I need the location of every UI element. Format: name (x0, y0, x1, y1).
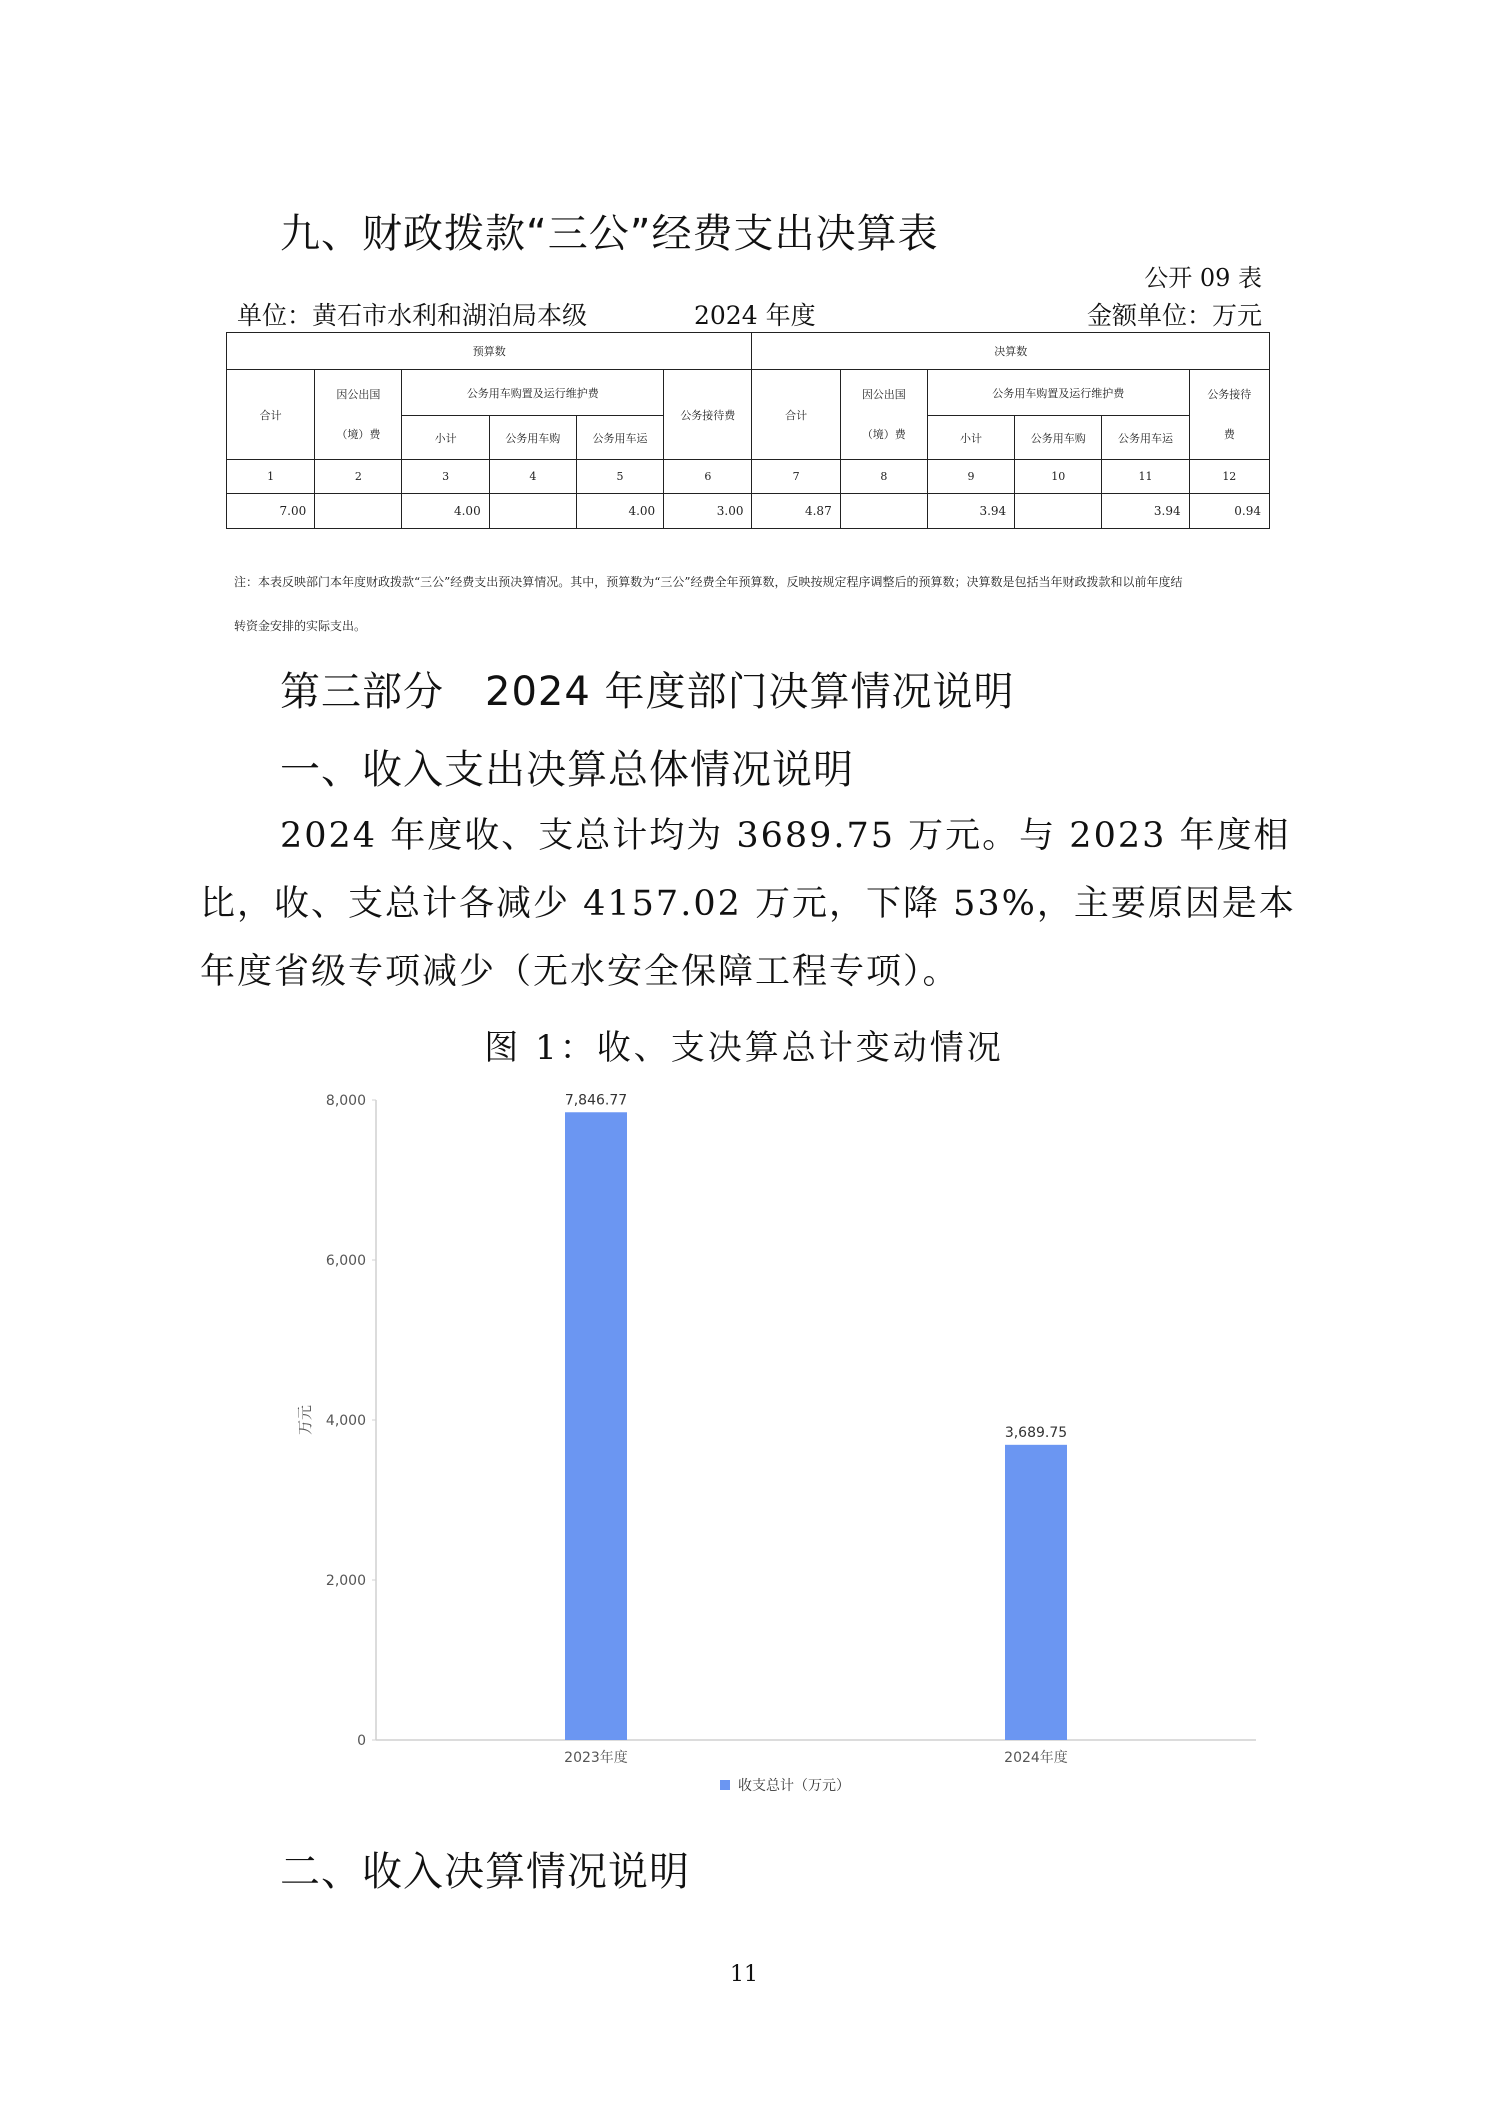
column-number: 3 (402, 460, 489, 494)
column-number: 12 (1189, 460, 1269, 494)
y-tick-label: 0 (357, 1733, 366, 1749)
x-tick-label: 2023年度 (564, 1750, 628, 1766)
final-vehicle-purchase-value (1015, 494, 1102, 529)
y-tick-label: 4,000 (325, 1413, 366, 1429)
unit-label: 单位：黄石市水利和湖泊局本级 (237, 301, 588, 330)
final-subtotal-header: 小计 (927, 416, 1014, 460)
budget-subtotal-header: 小计 (402, 416, 489, 460)
section-two-title: 二、收入决算情况说明 (280, 1849, 690, 1895)
table-note-line: 注：本表反映部门本年度财政拨款“三公”经费支出预决算情况。其中，预算数为“三公”经费全年预算数，反映按规定程序调整后的预算数；决算数是包括当年财政拨款和以前年度结 (234, 575, 1183, 589)
three-public-expenses-table (226, 332, 1270, 529)
table-header-row-2 (227, 370, 1270, 416)
column-number: 9 (927, 460, 1014, 494)
final-vehicle-operation-value: 3.94 (1102, 494, 1189, 529)
final-reception-header: 公务接待 费 (1189, 370, 1269, 460)
table-row (227, 494, 1270, 529)
income-expense-bar-chart (296, 1080, 1276, 1820)
final-vehicle-header: 公务用车购置及运行维护费 (927, 370, 1189, 416)
budget-header: 预算数 (227, 333, 752, 370)
final-vehicle-subtotal-value: 3.94 (927, 494, 1014, 529)
y-tick-label: 6,000 (325, 1253, 366, 1269)
budget-vehicle-purchase-value (489, 494, 576, 529)
column-number: 5 (576, 460, 663, 494)
budget-reception-value: 3.00 (664, 494, 752, 529)
bar (1005, 1445, 1067, 1740)
part-three-title: 第三部分 2024 年度部门决算情况说明 (280, 669, 1015, 715)
amount-unit-label: 金额单位：万元 (1086, 301, 1262, 330)
legend-label: 收支总计（万元） (738, 1778, 850, 1794)
column-number: 7 (752, 460, 840, 494)
final-header: 决算数 (752, 333, 1270, 370)
final-abroad-header: 因公出国 （境）费 (840, 370, 927, 460)
budget-reception-header: 公务接待费 (664, 370, 752, 460)
column-number: 8 (840, 460, 927, 494)
table-number: 公开 09 表 (1144, 264, 1262, 292)
column-number: 2 (315, 460, 402, 494)
year-label: 2024 年度 (694, 301, 816, 330)
bar-value-label: 7,846.77 (564, 1092, 628, 1109)
budget-vehicle-operation-value: 4.00 (576, 494, 663, 529)
column-number: 10 (1015, 460, 1102, 494)
final-operation-header: 公务用车运 (1102, 416, 1189, 460)
table-header-row-1 (227, 333, 1270, 370)
final-total-header: 合计 (752, 370, 840, 460)
table-note-line: 转资金安排的实际支出。 (234, 619, 367, 633)
bar (565, 1112, 627, 1740)
budget-vehicle-subtotal-value: 4.00 (402, 494, 489, 529)
page-number: 11 (730, 1962, 758, 1987)
body-paragraph: 2024 年度收、支总计均为 3689.75 万元。与 2023 年度相比，收、支总计各减少 4157.02 万元，下降 53%，主要原因是本年度省级专项减少（无水安全保障工程专项）。 (200, 816, 1296, 992)
budget-abroad-value (315, 494, 402, 529)
x-axis-ticks (564, 1749, 1068, 1766)
budget-total-value: 7.00 (227, 494, 315, 529)
figure-title: 图 1：收、支决算总计变动情况 (484, 1028, 1004, 1068)
table-note (234, 560, 1274, 648)
final-abroad-value (840, 494, 927, 529)
legend (720, 1777, 850, 1794)
bar-series (565, 1092, 1067, 1740)
column-number: 4 (489, 460, 576, 494)
y-axis-ticks (326, 1093, 376, 1749)
final-total-value: 4.87 (752, 494, 840, 529)
column-number-row (227, 460, 1270, 494)
y-tick-label: 2,000 (325, 1573, 366, 1589)
budget-total-header: 合计 (227, 370, 315, 460)
budget-operation-header: 公务用车运 (576, 416, 663, 460)
column-number: 11 (1102, 460, 1189, 494)
y-axis-label: 万元 (296, 1404, 314, 1436)
budget-abroad-header: 因公出国 （境）费 (315, 370, 402, 460)
table-title: 九、财政拨款“三公”经费支出决算表 (280, 211, 939, 257)
column-number: 1 (227, 460, 315, 494)
budget-purchase-header: 公务用车购 (489, 416, 576, 460)
budget-vehicle-header: 公务用车购置及运行维护费 (402, 370, 664, 416)
final-reception-value: 0.94 (1189, 494, 1269, 529)
bar-value-label: 3,689.75 (1004, 1424, 1068, 1441)
x-tick-label: 2024年度 (1004, 1750, 1068, 1766)
final-purchase-header: 公务用车购 (1015, 416, 1102, 460)
y-tick-label: 8,000 (325, 1093, 366, 1109)
legend-swatch (720, 1780, 730, 1790)
column-number: 6 (664, 460, 752, 494)
section-one-title: 一、收入支出决算总体情况说明 (280, 747, 854, 793)
